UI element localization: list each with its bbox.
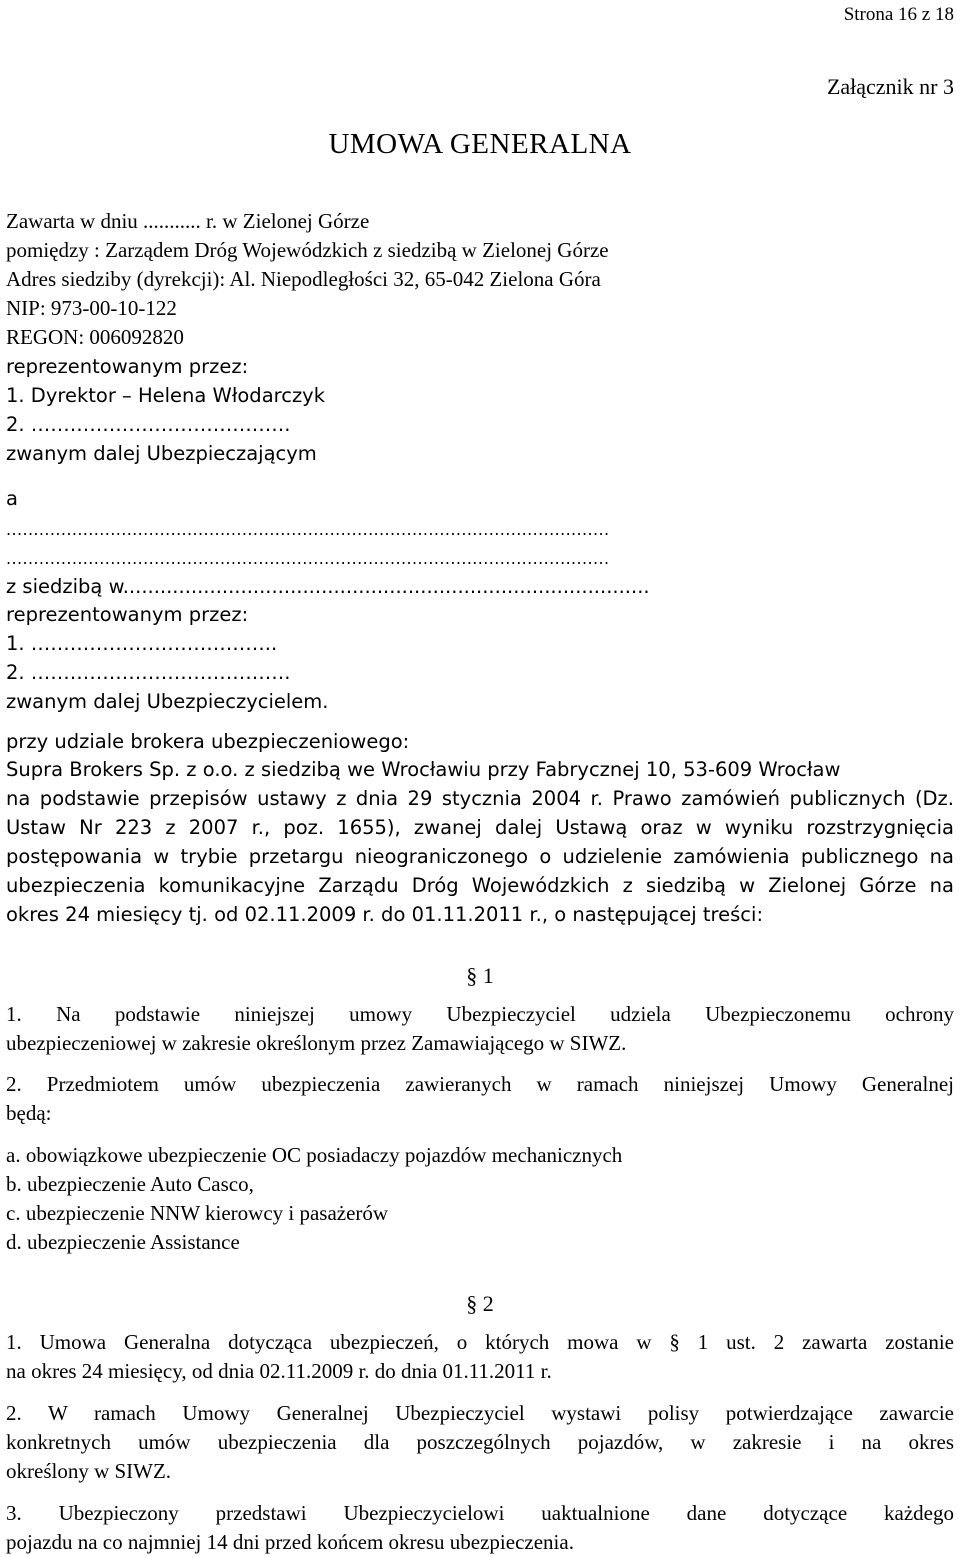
section-2-paragraph-2-line-1: 2. W ramach Umowy Generalnej Ubezpieczyciel wystawi polisy potwierdzające zawarcie bbox=[6, 1401, 954, 1425]
insurer-representative-2: 2. …………………………………. bbox=[6, 661, 291, 684]
insurer-seat-line: z siedzibą w..................................................................................... bbox=[6, 575, 650, 598]
intro-and-line: a bbox=[6, 487, 18, 510]
section-2-heading: § 2 bbox=[466, 1291, 494, 1316]
broker-legal-line-1: na podstawie przepisów ustawy z dnia 29 stycznia 2004 r. Prawo zamówień publicznych (Dz. bbox=[6, 787, 954, 810]
broker-legal-line-4: ubezpieczenia komunikacyjne Zarządu Dróg Wojewódzkich z siedzibą w Zielonej Górze na bbox=[6, 874, 954, 897]
list-item-assistance: d. ubezpieczenie Assistance bbox=[6, 1230, 240, 1254]
broker-legal-line-3: postępowania w trybie przetargu nieograniczonego o udzielenie zamówienia publicznego na bbox=[6, 845, 954, 868]
insurer-name-blank-2: .............................................................................................................. bbox=[6, 549, 610, 568]
intro-representative-1: 1. Dyrektor – Helena Włodarczyk bbox=[6, 384, 326, 407]
broker-intro-line: przy udziale brokera ubezpieczeniowego: bbox=[6, 730, 410, 753]
section-2-paragraph-2-line-2: konkretnych umów ubezpieczenia dla poszczególnych pojazdów, w zakresie i na okres bbox=[6, 1430, 954, 1454]
broker-legal-line-5: okres 24 miesięcy tj. od 02.11.2009 r. do 01.11.2011 r., o następującej treści: bbox=[6, 903, 764, 926]
section-2-paragraph-2-line-3: określony w SIWZ. bbox=[6, 1459, 172, 1483]
section-2-paragraph-3-line-1: 3. Ubezpieczony przedstawi Ubezpieczycielowi uaktualnione dane dotyczące każdego bbox=[6, 1501, 954, 1525]
intro-represented-line: reprezentowanym przez: bbox=[6, 355, 249, 378]
insurer-name-blank-1: .............................................................................................................. bbox=[6, 520, 610, 539]
list-item-nnw: c. ubezpieczenie NNW kierowcy i pasażerów bbox=[6, 1201, 389, 1225]
intro-regon-line: REGON: 006092820 bbox=[6, 325, 184, 349]
intro-insuring-party-line: zwanym dalej Ubezpieczającym bbox=[6, 442, 317, 465]
intro-parties-line: pomiędzy : Zarządem Dróg Wojewódzkich z siedzibą w Zielonej Górze bbox=[6, 238, 609, 262]
section-1-paragraph-2-line-2: będą: bbox=[6, 1101, 52, 1125]
document-title: UMOWA GENERALNA bbox=[328, 128, 632, 160]
section-2-paragraph-3-line-2: pojazdu na co najmniej 14 dni przed końcem okresu ubezpieczenia. bbox=[6, 1530, 574, 1554]
insurer-representative-1: 1. ……………………………….. bbox=[6, 632, 278, 655]
section-1-heading: § 1 bbox=[466, 963, 494, 988]
list-item-auto-casco: b. ubezpieczenie Auto Casco, bbox=[6, 1172, 254, 1196]
broker-name-line: Supra Brokers Sp. z o.o. z siedzibą we Wrocławiu przy Fabrycznej 10, 53-609 Wrocław bbox=[6, 758, 841, 781]
attachment-label: Załącznik nr 3 bbox=[826, 74, 954, 99]
intro-date-line: Zawarta w dniu ........... r. w Zielonej Górze bbox=[6, 209, 370, 233]
intro-address-line: Adres siedziby (dyrekcji): Al. Niepodległości 32, 65-042 Zielona Góra bbox=[6, 267, 601, 291]
section-1-paragraph-1-line-1: 1. Na podstawie niniejszej umowy Ubezpieczyciel udziela Ubezpieczonemu ochrony bbox=[6, 1002, 954, 1026]
insurer-represented-line: reprezentowanym przez: bbox=[6, 603, 249, 626]
broker-legal-line-2: Ustaw Nr 223 z 2007 r., poz. 1655), zwanej dalej Ustawą oraz w wyniku rozstrzygnięcia bbox=[6, 816, 954, 839]
section-2-paragraph-1-line-1: 1. Umowa Generalna dotycząca ubezpieczeń, o których mowa w § 1 ust. 2 zawarta zostanie bbox=[6, 1330, 954, 1354]
section-2-paragraph-1-line-2: na okres 24 miesięcy, od dnia 02.11.2009 r. do dnia 01.11.2011 r. bbox=[6, 1359, 552, 1383]
section-1-paragraph-2-line-1: 2. Przedmiotem umów ubezpieczenia zawieranych w ramach niniejszej Umowy Generalnej bbox=[6, 1072, 954, 1096]
list-item-oc: a. obowiązkowe ubezpieczenie OC posiadaczy pojazdów mechanicznych bbox=[6, 1143, 623, 1167]
page-number: Strona 16 z 18 bbox=[843, 4, 954, 25]
section-1-paragraph-1-line-2: ubezpieczeniowej w zakresie określonym przez Zamawiającego w SIWZ. bbox=[6, 1031, 627, 1055]
insurer-label-line: zwanym dalej Ubezpieczycielem. bbox=[6, 690, 329, 713]
intro-representative-2: 2. …………………………………. bbox=[6, 413, 291, 436]
intro-nip-line: NIP: 973-00-10-122 bbox=[6, 296, 177, 320]
